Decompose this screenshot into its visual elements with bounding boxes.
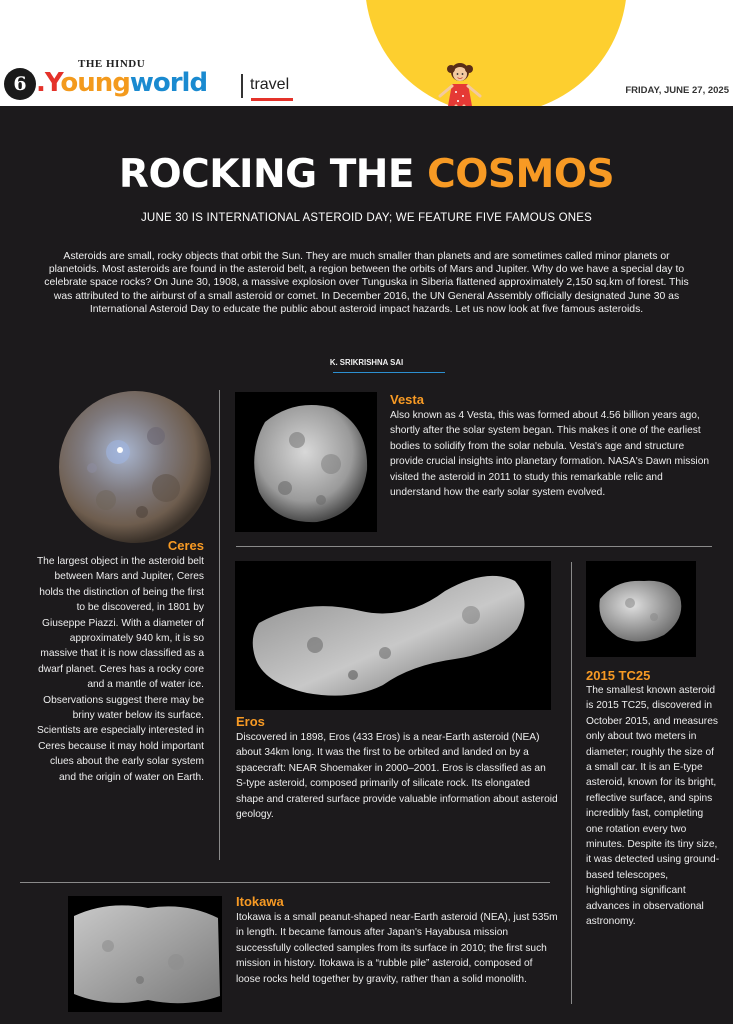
article-intro: Asteroids are small, rocky objects that orbit the Sun. They are much smaller than planets and are sometimes called minor planets or planetoids. Most asteroids are found in the asteroid belt, a region between the orbits of Mars and Jupiter. Why do we have a special day to celebrate space rocks? On June 30, 1908, a massive explosion over Tunguska in Siberia flattened approximately 2,150 sq.km of forest. This was attributed to the airburst of a small asteroid or comet. In December 2016, the UN General Assembly officially designated June 30 as International Asteroid Day to educate the public about asteroid impact hazards. Let us now look at five famous asteroids. xyxy=(44,251,689,315)
issue-date: FRIDAY, JUNE 27, 2025 xyxy=(625,85,729,96)
article-subtitle: JUNE 30 IS INTERNATIONAL ASTEROID DAY; WE FEATURE FIVE FAMOUS ONES xyxy=(140,212,592,224)
author-byline: K. SRIKRISHNA SAI xyxy=(329,358,404,367)
brand-part-2: oung xyxy=(60,68,130,98)
title-accent: COSMOS xyxy=(427,152,615,197)
ceres-description: The largest object in the asteroid belt between Mars and Jupiter, Ceres holds the distinction of being the first to be discovered, in 1801 by Giuseppe Piazzi. With a diameter of approximately 940 km, it is so massive that it is now classified as a dwarf planet. Ceres has a rocky core and a mantle of water ice. Observations suggest there may be briny water below its surface. Scientists are especially interested in Ceres because it may hold important clues about the early solar system and the origin of water on Earth. xyxy=(36,556,204,783)
vesta-heading: Vesta xyxy=(390,392,424,407)
brand-part-1: Y xyxy=(44,68,61,98)
tc25-photo xyxy=(586,561,696,657)
girl-illustration-icon xyxy=(430,56,490,106)
header-separator xyxy=(241,74,243,98)
sun-graphic xyxy=(365,0,627,106)
eros-description: Discovered in 1898, Eros (433 Eros) is a near-Earth asteroid (NEA) about 34km long. It was the first to be orbited and landed on by a spacecraft: NEAR Shoemaker in 2000–2001. Eros is classified as an S-type asteroid, composed primarily of silicate rock. Its elongated shape and cratered surface provide valuable information about asteroid geology. xyxy=(236,732,558,821)
byline-underline xyxy=(333,372,445,373)
brand-part-3: world xyxy=(129,68,208,98)
page-header xyxy=(0,0,733,106)
eros-heading: Eros xyxy=(236,714,265,729)
column-divider-left xyxy=(219,390,220,860)
publication-label: THE HINDU xyxy=(78,58,146,70)
page-number: 6 xyxy=(4,68,36,100)
itokawa-photo-icon xyxy=(68,896,222,1012)
brand-dot: . xyxy=(36,68,45,98)
row-divider-itokawa xyxy=(20,882,550,883)
itokawa-heading: Itokawa xyxy=(236,894,284,909)
eros-photo-icon xyxy=(235,561,551,710)
eros-photo xyxy=(235,561,551,710)
vesta-photo xyxy=(235,392,377,532)
tc25-photo-icon xyxy=(586,561,696,657)
row-divider-vesta xyxy=(236,546,712,547)
itokawa-description: Itokawa is a small peanut-shaped near-Earth asteroid (NEA), just 535m in length. It became famous after Japan's Hayabusa mission successfully collected samples from its surface in 2010; the first such mission in history. Itokawa is a “rubble pile” asteroid, composed of loose rocks held together by gravity, rather than a solid monolith. xyxy=(236,912,558,985)
tc25-heading: 2015 TC25 xyxy=(586,668,651,683)
vesta-description: Also known as 4 Vesta, this was formed about 4.56 billion years ago, shortly after the solar system began. This makes it one of the earliest bodies to solidify from the solar nebula. Vesta's age and structure provide crucial insights into planetary formation. NASA's Dawn mission visited the asteroid in 2011 to study this remarkable relic and understand how the early solar system evolved. xyxy=(390,410,710,499)
brand-logo xyxy=(36,68,207,98)
title-main: ROCKING THE xyxy=(118,152,428,197)
ceres-photo-icon xyxy=(56,388,214,546)
section-underline xyxy=(251,98,293,101)
tc25-description: The smallest known asteroid is 2015 TC25, discovered in October 2015, and measures only about two meters in diameter; roughly the size of a small car. It is an E-type asteroid, known for its bright, reflective surface, and spins incredibly fast, completing one rotation every two minutes. Despite its tiny size, it was detected using ground-based telescopes, highlighting significant advances in observational astronomy. xyxy=(586,685,720,928)
column-divider-right xyxy=(571,562,572,1004)
article-title xyxy=(0,152,733,197)
itokawa-photo xyxy=(68,896,222,1012)
vesta-photo-icon xyxy=(235,392,377,532)
section-label: travel xyxy=(250,76,290,93)
ceres-heading: Ceres xyxy=(167,538,204,553)
article-panel xyxy=(0,106,733,1024)
